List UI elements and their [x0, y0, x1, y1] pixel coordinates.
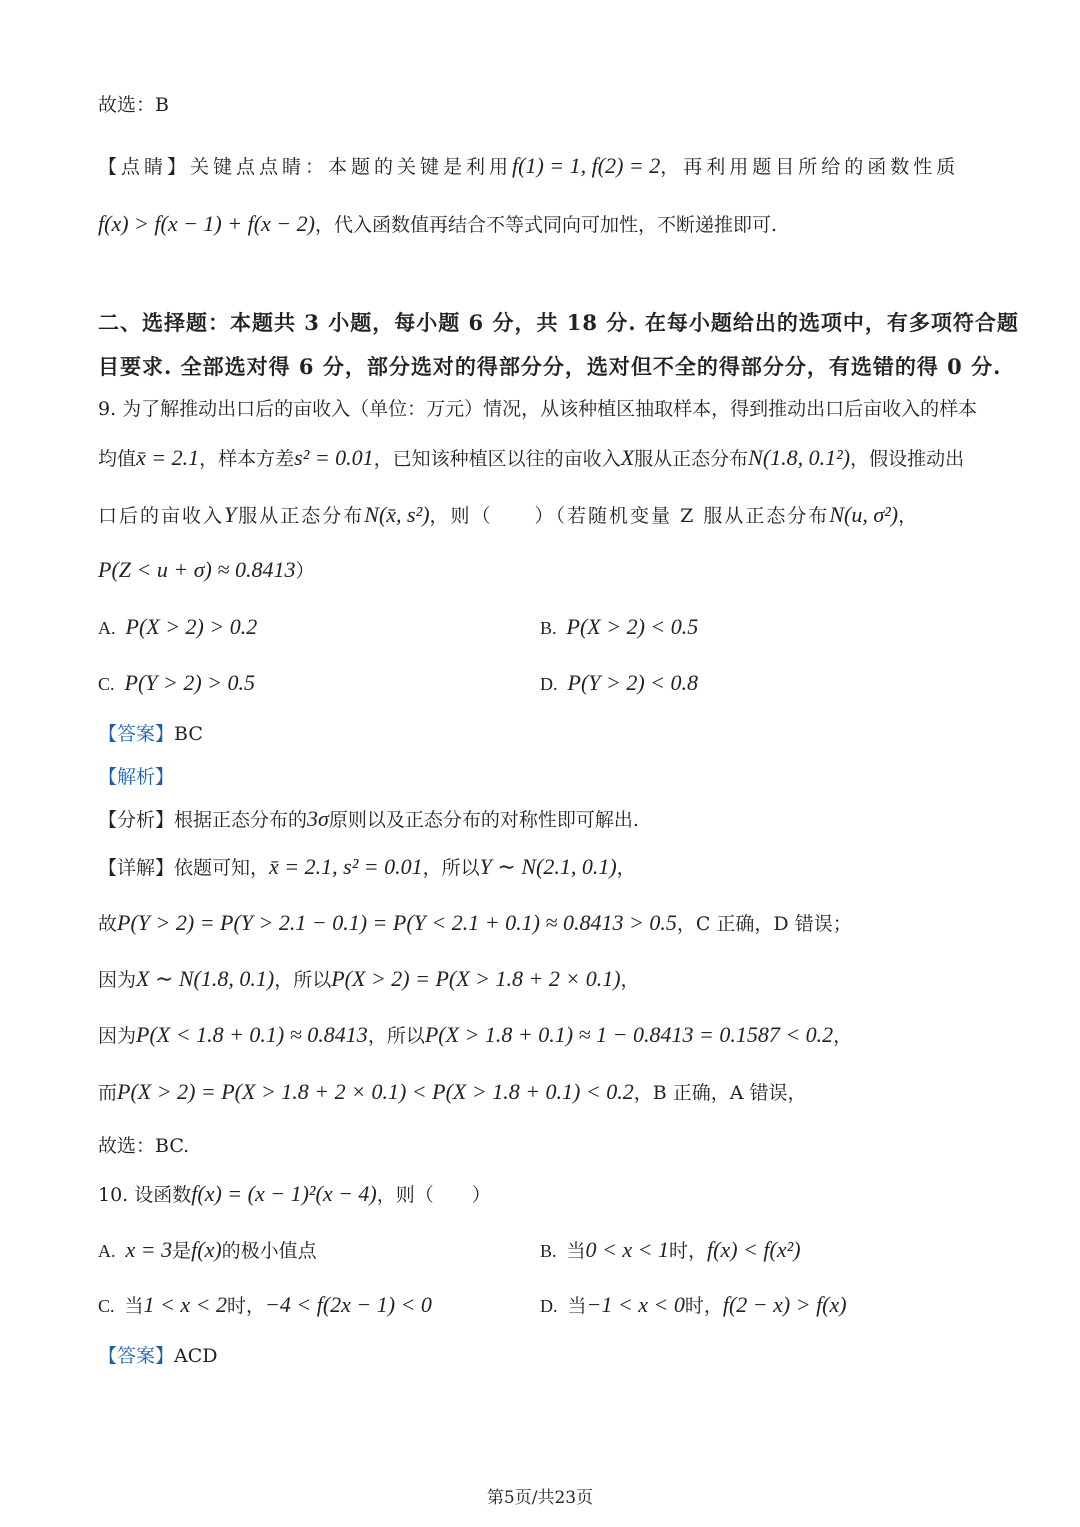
option-9c: C. P(Y > 2) > 0.5 [98, 670, 256, 695]
solution-line-4: 因为P(X < 1.8 + 0.1) ≈ 0.8413，所以P(X > 1.8 + 0.1) ≈ 1 − 0.8413 = 0.1587 < 0.2， [98, 1022, 853, 1047]
analysis-heading: 【解析】 [98, 766, 175, 788]
answer-10: 【答案】ACD [98, 1345, 218, 1367]
solution-line-5: 而P(X > 2) = P(X > 1.8 + 2 × 0.1) < P(X > 1.8 + 0.1) < 0.2，B 正确，A 错误， [98, 1079, 807, 1104]
option-10d: D. 当−1 < x < 0时，f(2 − x) > f(x) [540, 1292, 847, 1317]
option-9b: B. P(X > 2) < 0.5 [540, 614, 699, 639]
key-point-line-1: 【点睛】关键点点睛：本题的关键是利用f(1) = 1, f(2) = 2，再利用题目所给的函数性质 [98, 153, 960, 178]
option-10a: A. x = 3是f(x)的极小值点 [98, 1237, 317, 1262]
key-point-line-2: f(x) > f(x − 1) + f(x − 2)，代入函数值再结合不等式同向可加性，不断递推即可. [98, 211, 778, 236]
previous-answer: 故选：B [98, 94, 169, 116]
option-9d: D. P(Y > 2) < 0.8 [540, 670, 699, 695]
answer-9: 【答案】BC [98, 723, 203, 745]
option-10b: B. 当0 < x < 1时，f(x) < f(x²) [540, 1237, 801, 1262]
section-heading-line-2: 目要求. 全部选对得 6 分，部分选对的得部分分，选对但不全的得部分分，有选错的得 0 分. [98, 354, 1002, 379]
section-heading-line-1: 二、选择题：本题共 3 小题，每小题 6 分，共 18 分. 在每小题给出的选项中，有多项符合题 [98, 310, 1019, 335]
question-10: 10. 设函数f(x) = (x − 1)²(x − 4)，则（ ） [98, 1181, 491, 1206]
solution-line-2: 故P(Y > 2) = P(Y > 2.1 − 0.1) = P(Y < 2.1 + 0.1) ≈ 0.8413 > 0.5，C 正确，D 错误； [98, 910, 852, 935]
solution-line-1: 【详解】依题可知，x̄ = 2.1, s² = 0.01，所以Y ∼ N(2.1, 0.1)， [98, 854, 636, 879]
option-10c: C. 当1 < x < 2时，−4 < f(2x − 1) < 0 [98, 1292, 432, 1317]
question-9-line-2: 均值x̄ = 2.1，样本方差s² = 0.01，已知该种植区以往的亩收入X服从正态分布N(1.8, 0.1²)，假设推动出 [98, 445, 965, 470]
solution-conclusion: 故选：BC. [98, 1135, 190, 1157]
option-9a: A. P(X > 2) > 0.2 [98, 614, 258, 639]
question-9-line-3: 口后的亩收入Y服从正态分布N(x̄, s²)，则（ ）（若随机变量 Z 服从正态分布N(u, σ²)， [98, 502, 920, 527]
solution-line-3: 因为X ∼ N(1.8, 0.1)，所以P(X > 2) = P(X > 1.8 + 2 × 0.1)， [98, 966, 640, 991]
page-footer: 第5页/共23页 [486, 1488, 594, 1508]
question-9-line-1: 9. 为了解推动出口后的亩收入（单位：万元）情况，从该种植区抽取样本，得到推动出口后亩收入的样本 [98, 398, 978, 420]
question-9-line-4: P(Z < u + σ) ≈ 0.8413） [98, 557, 315, 582]
analysis-summary: 【分析】根据正态分布的3σ原则以及正态分布的对称性即可解出. [98, 806, 639, 831]
